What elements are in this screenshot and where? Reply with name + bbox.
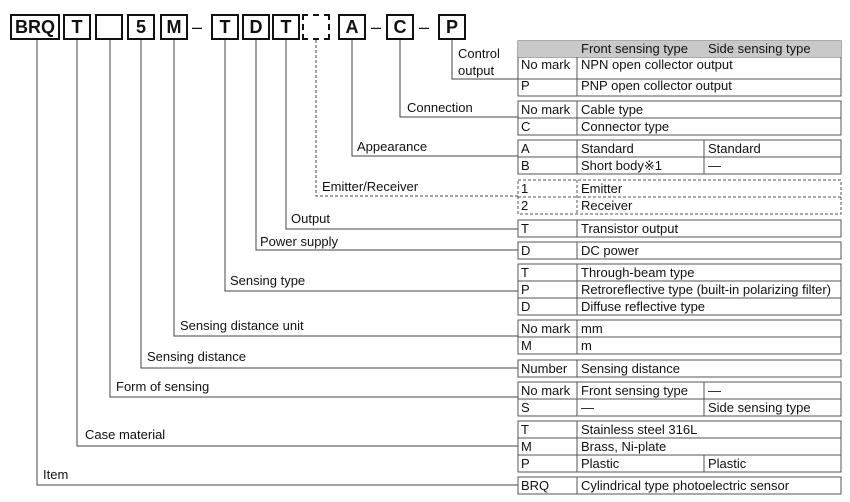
cell-code: S (521, 400, 530, 415)
table-row (518, 299, 841, 315)
cell-desc: Brass, Ni-plate (581, 439, 667, 454)
table-row (518, 119, 841, 135)
cell-code: No mark (521, 321, 571, 336)
table-row (518, 57, 841, 73)
cell-desc: DC power (581, 243, 639, 258)
cell-desc: NPN open collector output (581, 57, 733, 72)
cell-code: 2 (521, 198, 529, 213)
label-connection: Connection (407, 100, 473, 115)
table-row (518, 400, 841, 416)
code-box-emitter-receiver (302, 14, 330, 40)
table-row (518, 338, 841, 354)
code-box-output: T (272, 14, 300, 40)
table-row (518, 456, 841, 472)
cell-side: — (708, 383, 721, 398)
code-box-sensing-distance: 5 (127, 14, 155, 40)
cell-side: Standard (708, 141, 761, 156)
cell-desc: Through-beam type (581, 265, 695, 280)
cell-desc: Diffuse reflective type (581, 299, 706, 314)
cell-desc: Retroreflective type (built-in polarizing filter) (581, 282, 831, 297)
code-box-distance-unit: M (160, 14, 188, 40)
cell-code: D (521, 299, 531, 314)
cell-code: T (521, 422, 529, 437)
table-row (518, 478, 841, 494)
cell-desc: Emitter (581, 181, 623, 196)
cell-desc: Receiver (581, 198, 633, 213)
cell-code: D (521, 243, 531, 258)
label-appearance: Appearance (357, 139, 428, 154)
table-row (518, 383, 841, 399)
code-box-connection: C (386, 14, 414, 40)
table-row (518, 181, 841, 197)
cell-code: No mark (521, 57, 571, 72)
table-row (518, 102, 841, 118)
label-sensing-type: Sensing type (230, 273, 306, 288)
cell-code: Number (521, 361, 568, 376)
cell-desc: Cable type (581, 102, 644, 117)
cell-desc: m (581, 338, 592, 353)
code-box-power-supply: D (242, 14, 270, 40)
cell-side: Plastic (708, 456, 747, 471)
table-row (518, 221, 841, 237)
cell-desc: Connector type (581, 119, 670, 134)
cell-desc: Cylindrical type photoelectric sensor (581, 478, 790, 493)
cell-desc: Plastic (581, 456, 620, 471)
table-row (518, 265, 841, 281)
label-case-material: Case material (85, 427, 166, 442)
cell-desc: mm (581, 321, 603, 336)
table-row (518, 321, 841, 337)
cell-side: — (708, 158, 721, 173)
table-row (518, 243, 841, 259)
header-front-sensing: Front sensing type (581, 41, 688, 56)
table-row (518, 439, 841, 455)
code-box-sensing-type: T (211, 14, 239, 40)
cell-side: Side sensing type (708, 400, 811, 415)
cell-desc: — (581, 400, 594, 415)
cell-desc: Transistor output (581, 221, 679, 236)
code-dash: – (418, 16, 429, 37)
label-sensing-distance: Sensing distance (147, 349, 247, 364)
label-form-of-sensing: Form of sensing (116, 379, 210, 394)
table-row (518, 158, 841, 174)
cell-code: M (521, 338, 532, 353)
cell-code: M (521, 439, 532, 454)
label-power-supply: Power supply (260, 234, 339, 249)
cell-code: P (521, 282, 530, 297)
cell-desc: Front sensing type (581, 383, 688, 398)
cell-code: P (521, 78, 530, 93)
code-dash: – (370, 16, 381, 37)
cell-code: T (521, 265, 529, 280)
code-box-brq: BRQ (10, 14, 60, 40)
cell-code: A (521, 141, 530, 156)
label-sensing-distance-unit: Sensing distance unit (180, 318, 304, 333)
cell-code: C (521, 119, 531, 134)
cell-code: No mark (521, 102, 571, 117)
label-control-output-1: Control (458, 46, 500, 61)
cell-code: T (521, 221, 529, 236)
label-item: Item (43, 467, 69, 482)
code-dash: – (191, 16, 202, 37)
label-emitter-receiver: Emitter/Receiver (322, 179, 419, 194)
label-control-output-2: output (458, 63, 495, 78)
table-row (518, 141, 841, 157)
table-row (518, 282, 841, 298)
label-output: Output (291, 211, 331, 226)
cell-desc: PNP open collector output (581, 78, 732, 93)
table-row (518, 78, 841, 94)
cell-code: No mark (521, 383, 571, 398)
table-row (518, 198, 841, 214)
cell-desc: Sensing distance (581, 361, 681, 376)
code-box-case-material: T (63, 14, 91, 40)
table-row (518, 361, 841, 377)
cell-desc: Standard (581, 141, 634, 156)
code-box-control-output: P (438, 14, 466, 40)
header-side-sensing: Side sensing type (708, 41, 811, 56)
cell-code: 1 (521, 181, 529, 196)
code-box-form-of-sensing (95, 14, 123, 40)
cell-code: BRQ (521, 478, 550, 493)
cell-code: B (521, 158, 530, 173)
cell-desc: Stainless steel 316L (581, 422, 698, 437)
table-row (518, 422, 841, 438)
table-header-row (518, 41, 841, 57)
cell-code: P (521, 456, 530, 471)
code-box-appearance: A (338, 14, 366, 40)
cell-desc: Short body※1 (581, 158, 662, 173)
